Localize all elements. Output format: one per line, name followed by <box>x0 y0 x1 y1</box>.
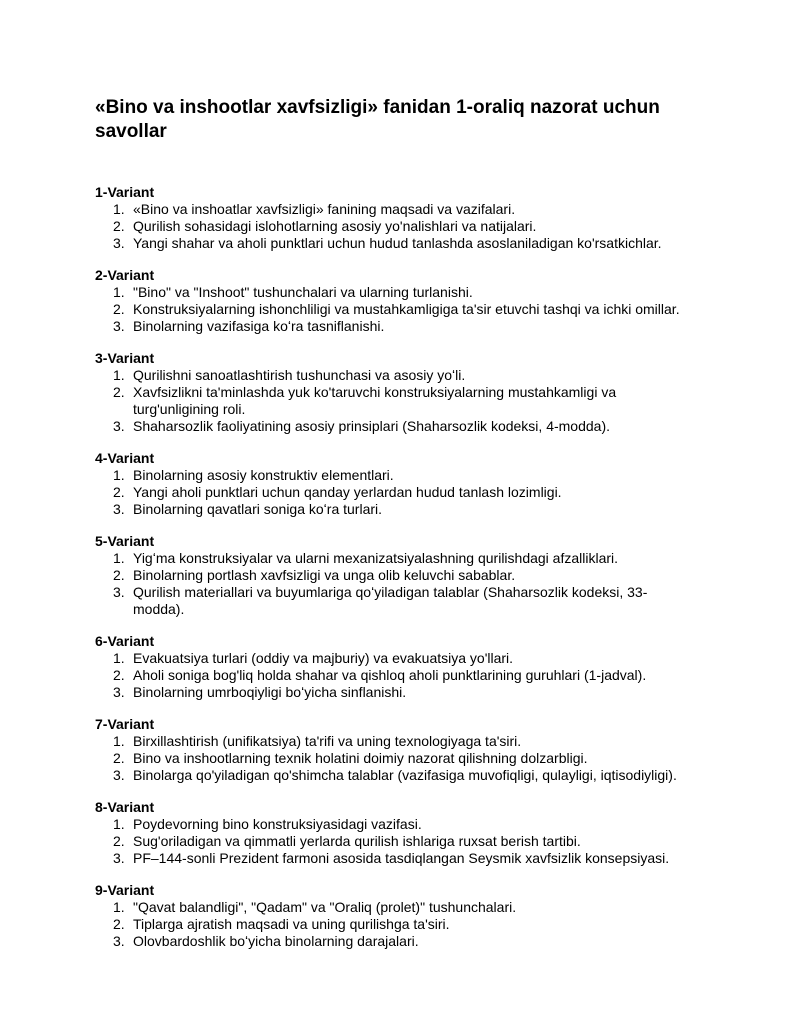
question-text: Binolarning qavatlari soniga koʻra turlari. <box>133 501 383 517</box>
question-item <box>95 767 700 784</box>
variant-heading: 1-Variant <box>95 184 155 200</box>
question-number: 2. <box>113 833 125 849</box>
question-item <box>95 218 700 235</box>
question-number: 2. <box>113 667 125 683</box>
question-number: 3. <box>113 933 125 949</box>
question-item <box>95 301 700 318</box>
question-item <box>95 201 700 218</box>
variant-section <box>95 267 700 335</box>
question-item <box>95 235 700 252</box>
variant-heading: 8-Variant <box>95 799 155 815</box>
question-list <box>95 650 700 701</box>
question-number: 3. <box>113 235 125 251</box>
question-list <box>95 467 700 518</box>
question-list <box>95 550 700 618</box>
question-text: Binolarning asosiy konstruktiv elementlari. <box>133 467 394 483</box>
variant-section <box>95 633 700 701</box>
question-number: 3. <box>113 850 125 866</box>
variant-heading: 6-Variant <box>95 633 155 649</box>
question-item <box>95 650 700 667</box>
question-number: 3. <box>113 584 125 600</box>
variant-heading: 9-Variant <box>95 882 155 898</box>
question-number: 1. <box>113 816 125 832</box>
question-number: 1. <box>113 201 125 217</box>
question-number: 1. <box>113 284 125 300</box>
question-text: Aholi soniga bog'liq holda shahar va qishloq aholi punktlarining guruhlari (1-jadval). <box>133 667 647 683</box>
question-item <box>95 567 700 584</box>
variant-heading: 5-Variant <box>95 533 155 549</box>
question-text: Xavfsizlikni ta'minlashda yuk ko'taruvchi konstruksiyalarning mustahkamligi va turg'unligining roli. <box>133 384 617 417</box>
question-item <box>95 550 700 567</box>
question-text: Yigʻma konstruksiyalar va ularni mexanizatsiyalashning qurilishdagi afzalliklari. <box>133 550 619 566</box>
question-text: "Qavat balandligi", "Qadam" va "Oraliq (prolet)" tushunchalari. <box>133 899 517 915</box>
question-number: 2. <box>113 916 125 932</box>
question-list <box>95 816 700 867</box>
question-text: Shaharsozlik faoliyatining asosiy prinsiplari (Shaharsozlik kodeksi, 4-modda). <box>133 418 610 434</box>
document-title: «Bino va inshootlar xavfsizligi» fanidan 1-oraliq nazorat uchun savollar <box>95 97 660 142</box>
question-text: Bino va inshootlarning texnik holatini doimiy nazorat qilishning dolzarbligi. <box>133 750 588 766</box>
question-number: 2. <box>113 567 125 583</box>
variant-section <box>95 716 700 784</box>
question-text: Sug'oriladigan va qimmatli yerlarda qurilish ishlariga ruxsat berish tartibi. <box>133 833 581 849</box>
question-number: 3. <box>113 684 125 700</box>
variant-section <box>95 350 700 435</box>
question-text: Evakuatsiya turlari (oddiy va majburiy) va evakuatsiya yo'llari. <box>133 650 514 666</box>
question-number: 2. <box>113 484 125 500</box>
question-text: Tiplarga ajratish maqsadi va uning qurilishga ta'siri. <box>133 916 450 932</box>
question-text: Birxillashtirish (unifikatsiya) ta'rifi va uning texnologiyaga ta'siri. <box>133 733 522 749</box>
question-number: 1. <box>113 899 125 915</box>
question-text: Olovbardoshlik boʻyicha binolarning darajalari. <box>133 933 419 949</box>
question-item <box>95 584 700 618</box>
question-item <box>95 667 700 684</box>
question-item <box>95 318 700 335</box>
question-item <box>95 899 700 916</box>
question-number: 1. <box>113 367 125 383</box>
variant-section <box>95 799 700 867</box>
question-item <box>95 284 700 301</box>
question-item <box>95 916 700 933</box>
question-item <box>95 384 700 418</box>
question-item <box>95 484 700 501</box>
question-number: 3. <box>113 501 125 517</box>
variants-container <box>95 184 700 950</box>
variant-heading: 2-Variant <box>95 267 155 283</box>
question-text: PF–144-sonli Prezident farmoni asosida tasdiqlangan Seysmik xavfsizlik konsepsiyasi. <box>133 850 670 866</box>
variant-section <box>95 184 700 252</box>
question-text: "Bino" va "Inshoot" tushunchalari va ularning turlanishi. <box>133 284 473 300</box>
question-text: Yangi shahar va aholi punktlari uchun hudud tanlashda asoslaniladigan ko'rsatkichlar. <box>133 235 662 251</box>
question-list <box>95 899 700 950</box>
question-item <box>95 933 700 950</box>
question-item <box>95 684 700 701</box>
question-text: «Bino va inshoatlar xavfsizligi» fanining maqsadi va vazifalari. <box>133 201 516 217</box>
question-text: Poydevorning bino konstruksiyasidagi vazifasi. <box>133 816 422 832</box>
question-item <box>95 816 700 833</box>
question-text: Qurilish sohasidagi islohotlarning asosiy yo'nalishlari va natijalari. <box>133 218 537 234</box>
question-list <box>95 367 700 435</box>
question-text: Binolarning vazifasiga koʻra tasniflanishi. <box>133 318 385 334</box>
question-item <box>95 750 700 767</box>
question-number: 2. <box>113 301 125 317</box>
variant-heading: 3-Variant <box>95 350 155 366</box>
question-item <box>95 733 700 750</box>
variant-heading: 7-Variant <box>95 716 155 732</box>
question-text: Qurilish materiallari va buyumlariga qoʻyiladigan talablar (Shaharsozlik kodeksi, 33- modda). <box>133 584 648 617</box>
question-item <box>95 467 700 484</box>
question-number: 3. <box>113 767 125 783</box>
question-item <box>95 367 700 384</box>
question-list <box>95 284 700 335</box>
variant-heading: 4-Variant <box>95 450 155 466</box>
question-number: 3. <box>113 418 125 434</box>
question-text: Binolarning umrboqiyligi boʻyicha sinflanishi. <box>133 684 407 700</box>
variant-section <box>95 882 700 950</box>
question-number: 3. <box>113 318 125 334</box>
question-item <box>95 418 700 435</box>
question-text: Binolarga qo'yiladigan qo'shimcha talablar (vazifasiga muvofiqligi, qulayligi, iqtisodiyligi). <box>133 767 677 783</box>
question-number: 1. <box>113 467 125 483</box>
question-number: 1. <box>113 650 125 666</box>
variant-section <box>95 533 700 618</box>
question-number: 1. <box>113 733 125 749</box>
question-item <box>95 833 700 850</box>
variant-section <box>95 450 700 518</box>
question-text: Yangi aholi punktlari uchun qanday yerlardan hudud tanlash lozimligi. <box>133 484 562 500</box>
question-number: 2. <box>113 384 125 400</box>
question-item <box>95 501 700 518</box>
question-item <box>95 850 700 867</box>
question-text: Konstruksiyalarning ishonchliligi va mustahkamligiga ta'sir etuvchi tashqi va ichki omillar. <box>133 301 680 317</box>
question-number: 1. <box>113 550 125 566</box>
question-list <box>95 201 700 252</box>
question-number: 2. <box>113 218 125 234</box>
question-text: Qurilishni sanoatlashtirish tushunchasi va asosiy yoʻli. <box>133 367 466 383</box>
question-text: Binolarning portlash xavfsizligi va unga olib keluvchi sabablar. <box>133 567 516 583</box>
question-number: 2. <box>113 750 125 766</box>
question-list <box>95 733 700 784</box>
